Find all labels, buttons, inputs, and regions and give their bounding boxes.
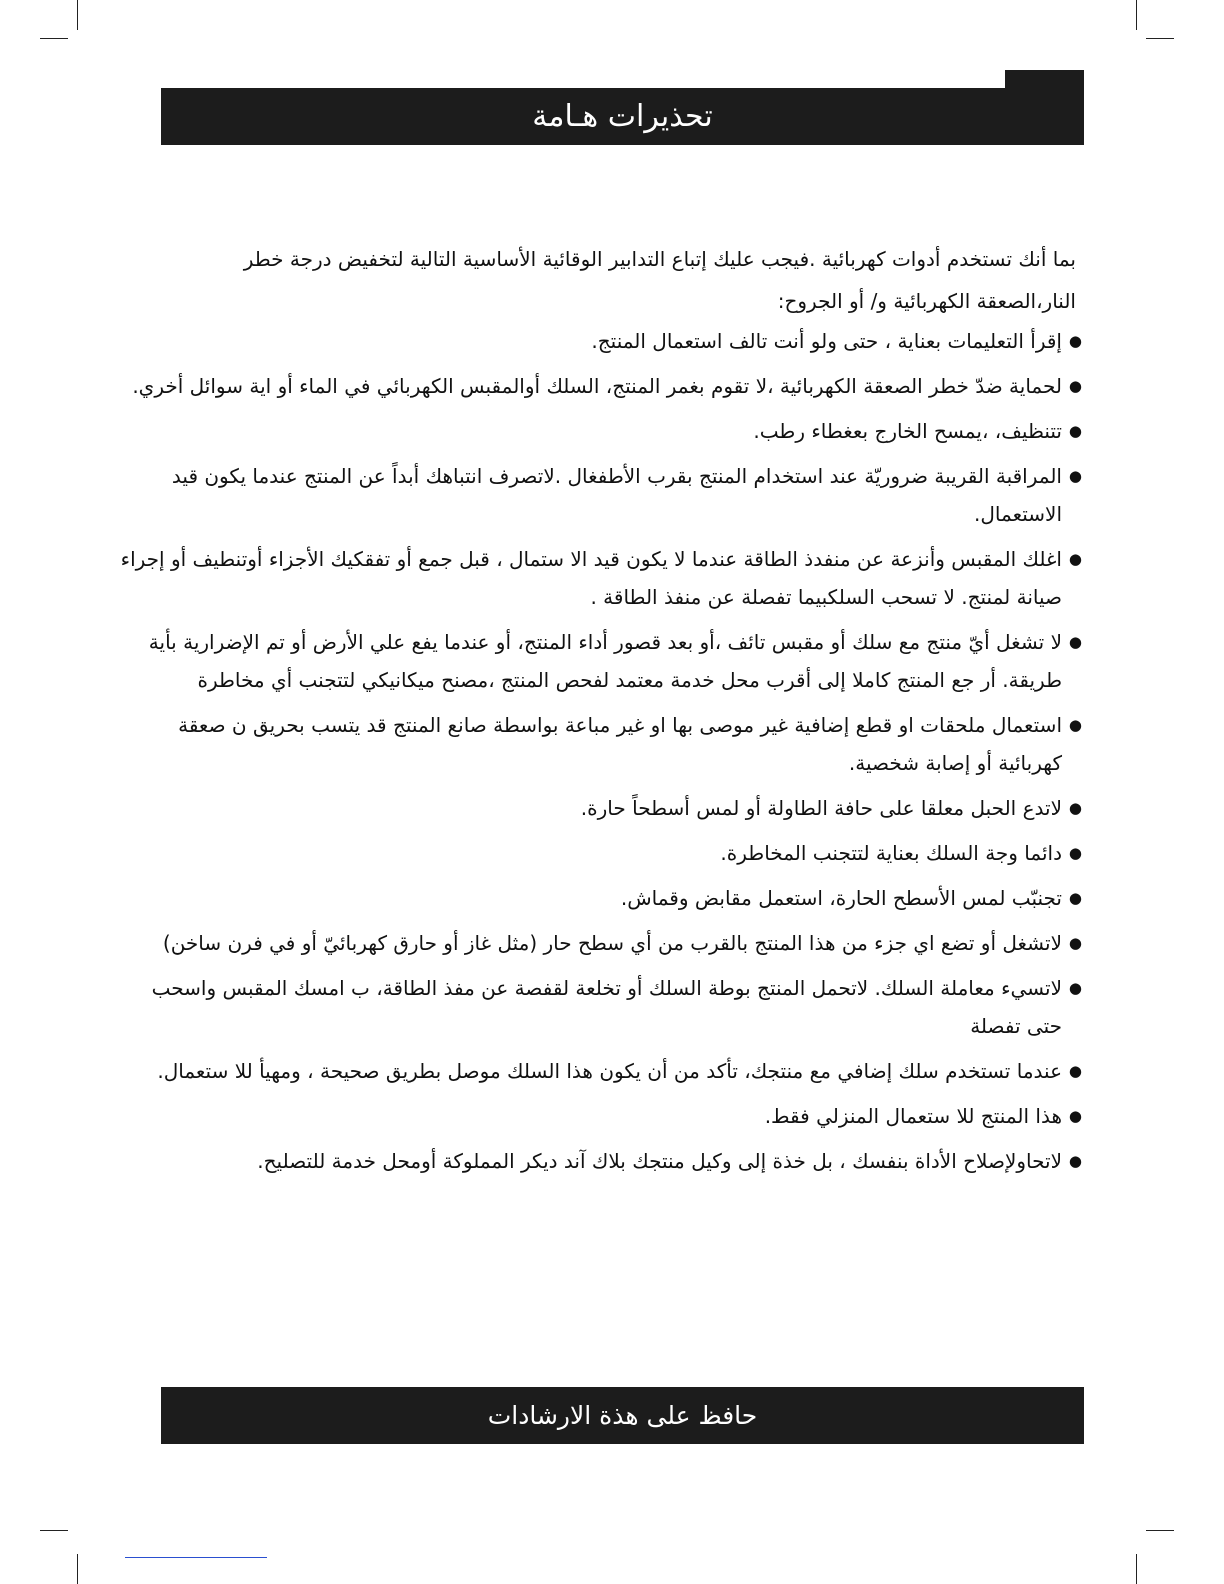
divider [125,1557,267,1558]
list-item [120,623,1092,699]
bullet-icon: ● [1068,934,1082,952]
warning-text: لاتحاولإصلاح الأداة بنفسك ، بل خذة إلى وكيل منتجك بلاك آند ديكر المملوكة أومحل خدمة للتصليح. [257,1149,1062,1173]
warning-text: إقرأ التعليمات بعناية ، حتى ولو أنت تالف استعمال المنتج. [591,329,1062,353]
bullet-icon: ● [1068,1107,1082,1125]
crop-mark [40,1530,68,1531]
warning-text: تتنظيف، ،يمسح الخارج بعغطاء رطب. [753,419,1062,443]
bullet-icon: ● [1068,716,1082,734]
header-banner [161,88,1084,145]
crop-mark [1136,0,1137,30]
footer-banner [161,1387,1084,1444]
warning-text: استعمال ملحقات او قطع إضافية غير موصى بها او غير مباعة بواسطة صانع المنتج قد يتسب بحريق ن صعقة كهربائية أو إصابة شخصية. [178,713,1062,775]
list-item [120,412,1092,450]
list-item [120,969,1092,1045]
warning-text: المراقبة القريبة ضروريّة عند استخدام المنتج بقرب الأطفغال .لاتصرف انتباهك أبداً عن المنتج عندما يكون قيد الاستعمال. [171,464,1062,526]
warning-text: عندما تستخدم سلك إضافي مع منتجك، تأكد من أن يكون هذا السلك موصل بطريق صحيحة ، ومهيأ للا ستعمال. [157,1059,1062,1083]
bullet-icon: ● [1068,1062,1082,1080]
warnings-list [120,322,1092,1187]
corner-tab [1005,70,1084,90]
warning-text: لحماية ضدّ خطر الصعقة الكهربائية ،لا تقوم بغمر المنتج، السلك أوالمقبس الكهربائي في الماء أو اية سوائل أخري. [132,374,1062,398]
warning-text: لاتدع الحبل معلقا على حافة الطاولة أو لمس أسطحاً حارة. [580,796,1062,820]
list-item [120,834,1092,872]
crop-mark [40,38,68,39]
crop-mark [1146,38,1174,39]
bullet-icon: ● [1068,377,1082,395]
footer-title: حافظ على هذة الارشادات [487,1401,758,1430]
list-item [120,789,1092,827]
crop-mark [1136,1554,1137,1584]
list-item [120,1097,1092,1135]
warning-text: لا تشغل أيّ منتج مع سلك أو مقبس تائف ،أو بعد قصور أداء المنتج، أو عندما يفع علي الأرض أو تم الإضرارية بأية طريقة. أر جع المنتج كاملا إلى أقرب محل خدمة معتمد لفحص المنتج ،مصنح ميكانيكي لتتجنب أي مخاطرة [148,630,1062,692]
bullet-icon: ● [1068,889,1082,907]
warning-text: لاتشغل أو تضع اي جزء من هذا المنتج بالقرب من أي سطح حار (مثل غاز أو حارق كهربائيّ أو في فرن ساخن) [162,931,1062,955]
bullet-icon: ● [1068,1152,1082,1170]
bullet-icon: ● [1068,979,1082,997]
intro-paragraph: بما أنك تستخدم أدوات كهربائية .فيجب عليك إتباع التدابير الوقائية الأساسية التالية لتخفيض درجة خطر النار،الصعقة الكهربائية و/ أو الجروح: [243,247,1076,313]
list-item [120,367,1092,405]
warning-text: دائما وجة السلك بعناية لتتجنب المخاطرة. [720,841,1062,865]
bullet-icon: ● [1068,799,1082,817]
crop-mark [1146,1530,1174,1531]
list-item [120,879,1092,917]
warning-text: اغلك المقبس وأنزعة عن منفدذ الطاقة عندما لا يكون قيد الا ستمال ، قبل جمع أو تفقكيك الأجزاء أوتنطيف أو إجراء صيانة لمنتج. لا تسحب السلكبيما تفصلة عن منفذ الطاقة . [120,547,1062,609]
list-item [120,1052,1092,1090]
warning-text: لاتسيء معاملة السلك. لاتحمل المنتج بوطة السلك أو تخلعة لقفصة عن مفذ الطاقة، ب امسك المقبس واسحب حتى تفصلة [151,976,1062,1038]
list-item [120,457,1092,533]
crop-mark [77,0,78,30]
list-item [120,706,1092,782]
crop-mark [77,1554,78,1584]
list-item [120,1142,1092,1180]
bullet-icon: ● [1068,422,1082,440]
bullet-icon: ● [1068,467,1082,485]
bullet-icon: ● [1068,633,1082,651]
warning-text: هذا المنتج للا ستعمال المنزلي فقط. [764,1104,1062,1128]
bullet-icon: ● [1068,844,1082,862]
page-title: تحذيرات هـامة [532,99,713,134]
warning-text: تجنبّب لمس الأسطح الحارة، استعمل مقابض وقماش. [620,886,1062,910]
list-item [120,924,1092,962]
bullet-icon: ● [1068,550,1082,568]
bullet-icon: ● [1068,332,1082,350]
list-item [120,540,1092,616]
list-item [120,322,1092,360]
